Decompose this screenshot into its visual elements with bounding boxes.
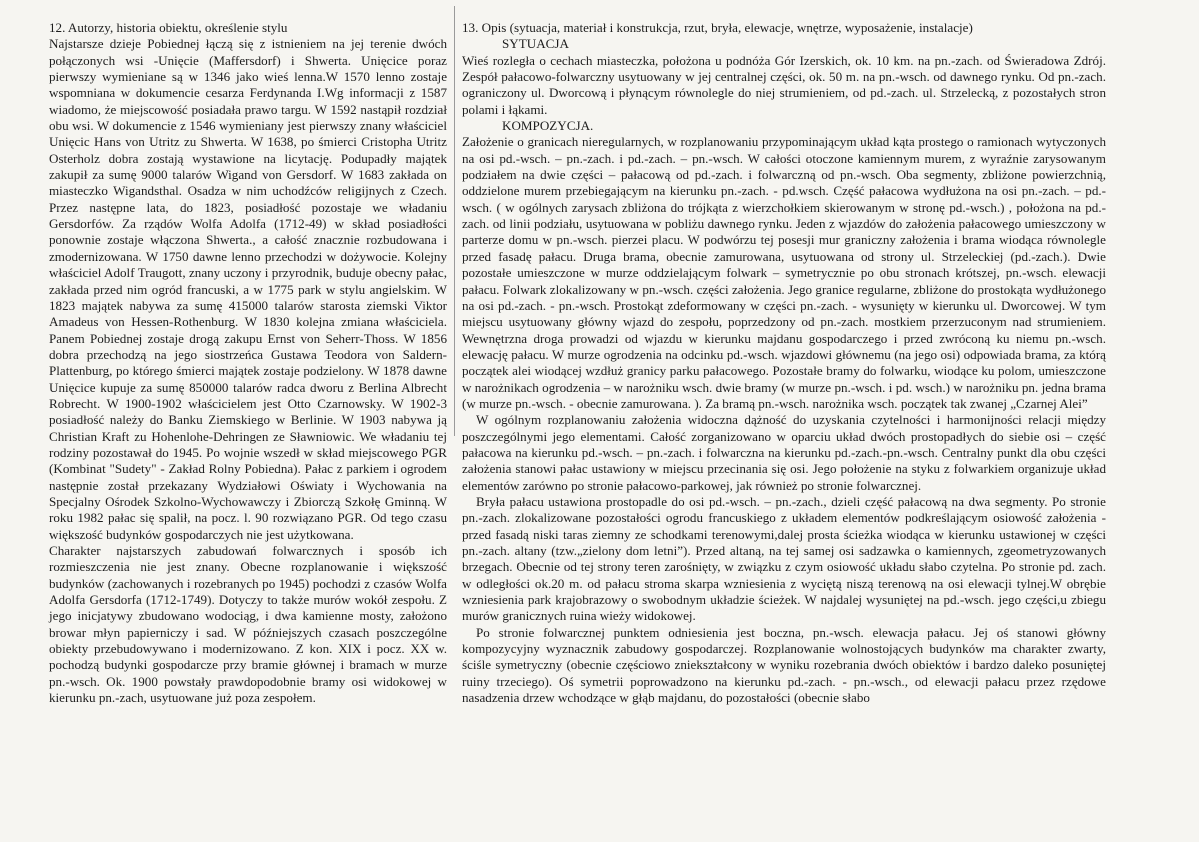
kompozycja-title: KOMPOZYCJA. xyxy=(502,118,594,134)
history-paragraph: Najstarsze dzieje Pobiednej łączą się z istnieniem na jej terenie dwóch połączonych wsi -Unięcie (Maffersdorf) i Shwerta. Unięcice poraz pierwszy wymieniane są w 1346 jako wieś lenna.W 1570 lenno zostaje wspomniana w dokumencie cesarza Ferdynanda I.Wg informacji z 1587 wiadomo, że miejscowość posiadała prawo targu. W 1592 nastąpił rozdział obu wsi. W dokumencie z 1546 wymieniany jest pierwszy znany właściciel Unięcic Hans von Utritz zu Shwerta. W 1638, po śmierci Cristopha Utritz Osterholz dobra zostają wystawione na licytację. Podupadły majątek zakupił za sumę 9000 talarów Wigand von Gersdorf. W 1683 zakłada on miasteczko Wigandsthal. Osadza w nim uchodźców religijnych z Czech. Przez następne lata, do 1823, posiadłość pozostaje we władaniu Gersdorfów. Za rządów Wolfa Adolfa (1712-49) w skład posiadłości ponownie zostaje włączona Shwerta., a całość znacznie rozbudowana i zmodernizowana. W 1750 dawne lenno przechodzi w dożywocie. Kolejny właściciel Adolf Traugott, znany uczony i przyrodnik, buduje obecny pałac, zakłada przed nim ogród francuski, a w 1775 park w stylu angielskim. W 1823 majątek nabywa za sumę 415000 talarów starosta ziemski Viktor Amadeus von Hessen-Rothenburg. W 1830 kolejna zmiana właściciela. Panem Pobiednej zostaje drogą zakupu Ernst von Seherr-Thoss. W 1856 dobra przechodzą na jego siostrzeńca Gustawa Teodora von Saldern-Plattenburg, po którego śmierci majątek zostaje podzielony. W 1878 dawne Unięcice kupuje za sumę 850000 talarów radca dworu z Berlina Albrecht Robrecht. W 1900-1902 właścicielem jest Otto Czarnowsky. W 1902-3 posiadłość należy do Banku Ziemskiego w Berlinie. W 1903 nabywa ją Christian Kraft zu Hohenlohe-Dehringen ze Sławniowic. We władaniu tej rodziny pozostawał do 1945. Po wojnie wszedł w skład miejscowego PGR (Kombinat "Sudety" - Zakład Rolny Pobiedna). Pałac z parkiem i ogrodem następnie został przekazany Wydziałowi Oświaty i Wychowania na Specjalny Ośrodek Szkolno-Wychowawczy i Zbiorczą Szkołę Gminną. W roku 1982 pałac się spalił, na pocz. l. 90 rozwiązano PGR. Od tego czasu większość budynków gospodarczych nie jest użytkowana. xyxy=(49,36,447,542)
general-layout-paragraph: W ogólnym rozplanowaniu założenia widoczna dążność do uzyskania czytelności i harmonijności relacji między poszczególnymi jego elementami. Całość zorganizowano w oparciu układ dwóch prostopadłych do siebie osi – część pałacowa na kierunku pd.-wsch. – pn.-zach. i folwarczna na kierunku pd.-zach.-pn.-wsch. Centralny punkt dla obu części założenia stanowi pałac ustawiony w miejscu przecinania się osi. Jego położenie na styku z folwarkiem organizuje układ elementów zarówno po stronie pałacowo-parkowej, jak również po stronie folwarcznej. xyxy=(462,412,1106,493)
farm-side-paragraph: Po stronie folwarcznej punktem odniesienia jest boczna, pn.-wsch. elewacja pałacu. Jej oś stanowi główny kompozycyjny wyznacznik zabudowy gospodarczej. Rozplanowanie wolnostojących budynków ma charakter zwarty, ściśle symetryczny (obecnie częściowo zniekształcony w wyniku rozebrania dwóch obiektów i bardzo daleko posuniętej ruiny trzeciego). Oś symetrii poprowadzono na kierunku pd.-zach. - pn.-wsch., od elewacji pałacu przez rzędowe nasadzenia drzew wchodzące w głąb majdanu, do pozostałości (obecnie słabo xyxy=(462,624,1106,706)
sytuacja-paragraph: Wieś rozległa o cechach miasteczka, położona u podnóża Gór Izerskich, ok. 10 km. na pn.-zach. od Świeradowa Zdrój. Zespół pałacowo-folwarczny usytuowany w jej centralnej części, ok. 50 m. na pn.-wsch. od dawnego rynku. Od pn.-zach. ograniczony ul. Dworcową i płynącym równolegle do niej strumieniem, od pd.-zach. ul. Strzelecką, z pozostałych stron polami i łąkami. xyxy=(462,52,1106,117)
farm-buildings-paragraph: Charakter najstarszych zabudowań folwarcznych i sposób ich rozmieszczenia nie jest znany. Obecne rozplanowanie i większość budynków (zachowanych i rozebranych po 1945) pochodzi z czasów Wolfa Adolfa Gersdorfa (1712-1749). Dotyczy to także murów wokół zespołu. Z jego inicjatywy zbudowano wodociąg, i dwa kamienne mosty, założono browar młyn papierniczy i sad. W późniejszych czasach poszczególne obiekty przebudowywano i modernizowano. Z kon. XIX i pocz. XX w. pochodzą budynki gospodarcze przy bramie głównej i bramach w murze pn.-wsch. Ok. 1900 powstały prawdopodobnie bramy osi widokowej w kierunku pn.-zach, usytuowane już poza zespołem. xyxy=(49,543,447,706)
palace-body-paragraph: Bryła pałacu ustawiona prostopadle do osi pd.-wsch. – pn.-zach., dzieli część pałacową na dwa segmenty. Po stronie pn.-zach. zlokalizowane pozostałości ogrodu francuskiego z układem elementów podkreślającym osiowość założenia - przed fasadą niski taras ziemny ze schodkami terenowymi,dalej prosta ścieżka wiodąca w kierunku ustawionej w części pn.-zach. altany (tzw.„zielony dom letni”). Przed altaną, na tej samej osi sadzawka o kamiennych, zgeometryzowanych brzegach. Obecnie od tej strony teren zarośnięty, w związku z czym osiowość układu słabo czytelna. Po stronie pd. zach. w odległości ok.20 m. od pałacu stroma skarpa wzniesienia z wyciętą niszą terenową na osi elewacji tylnej.W obrębie wzniesienia park krajobrazowy o swobodnym układzie ścieżek. W najdalej wysuniętej na pd.-wsch. jego części,u zbiegu murów granicznych ruina wieży widokowej. xyxy=(462,493,1106,624)
sytuacja-title: SYTUACJA xyxy=(502,36,569,52)
section-13-column xyxy=(462,20,1106,706)
section-12-heading: 12. Autorzy, historia obiektu, określenie stylu xyxy=(49,20,288,35)
section-13-heading: 13. Opis (sytuacja, materiał i konstrukcja, rzut, bryła, elewacje, wnętrze, wyposażenie, instalacje) xyxy=(462,20,973,35)
column-divider xyxy=(454,6,455,436)
section-12-column xyxy=(49,20,447,706)
kompozycja-paragraph: Założenie o granicach nieregularnych, w rozplanowaniu przypominającym układ kąta prostego o ramionach wytyczonych na osi pd.-wsch. – pn.-zach. i pd.-zach. – pn.-wsch. W całości otoczone kamiennym murem, z wyraźnie zarysowanym podziałem na dwie części – pałacową od pd.-zach. i folwarczną od pn.-wsch. Oba segmenty, zbliżone powierzchnią, oddzielone murem przebiegającym na kierunku pn.-zach. - pd.wsch. Część pałacowa wydłużona na osi pn.-zach. – pd.-wsch. ( w ogólnych zarysach zbliżona do trójkąta z wierzchołkiem skierowanym w stronę pd.-wsch.) , położona na pd.-zach. od linii podziału, usytuowana w pobliżu dawnego rynku. Jeden z wjazdów do założenia pałacowego umieszczony w parterze domu w pn.-wsch. pierzei placu. W podwórzu tej posesji mur graniczny założenia i brama wiodąca równolegle przed fasadę pałacu. Druga brama, obecnie zamurowana, usytuowana od strony ul. Strzeleckiej (pd.-zach.). Dwie pozostałe umieszczone w murze oddzielającym folwark – symetrycznie po obu stronach krótszej, pn.-wsch. elewacji pałacu. Folwark zlokalizowany w pn.-wsch. części założenia. Jego granice regularne, zbliżone do prostokąta wydłużonego na osi pd.-zach. - pn.-wsch. Prostokąt zdeformowany w części pn.-zach. - wysunięty w kierunku ul. Dworcowej. W tym miejscu usytuowany główny wjazd do zespołu, poprzedzony od pn.-zach. mostkiem przerzuconym nad strumieniem. Wewnętrzna droga prowadzi od wjazdu w kierunku majdanu gospodarczego i przed zwróconą ku niemu pn.-wsch. elewację pałacu. W murze ogrodzenia na odcinku pd.-wsch. wjazdowi głównemu (na jego osi) odpowiada brama, za którą początek alei wiodącej wzdłuż granicy parku pałacowego. Pozostałe bramy do folwarku, wiodące ku polom, umieszczone w narożnikach ogrodzenia – w narożniku wsch. dwie bramy (w murze pn.-wsch. i pd. wsch.) w narożniku pn. jedna brama (w murze pn.-wsch. - obecnie zamurowana. ). Za bramą pn.-wsch. narożnika wsch. początek tak zwanej „Czarnej Alei” xyxy=(462,134,1106,411)
